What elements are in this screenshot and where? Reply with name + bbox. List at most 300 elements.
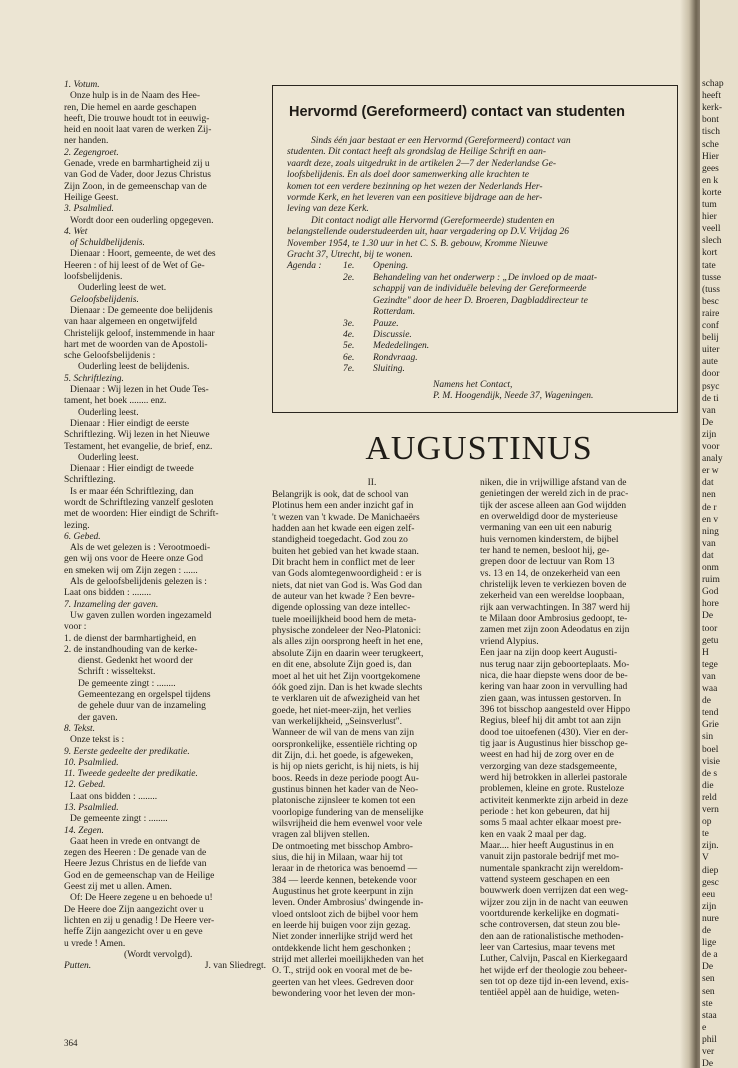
- article-line: de auteur van het kwade ? Een bevre-: [272, 592, 415, 603]
- agenda-text: Opening.: [373, 261, 409, 272]
- agenda-item: [287, 353, 667, 364]
- liturgy-line: Laat ons bidden : ........: [64, 588, 152, 599]
- liturgy-line: van haar algemeen en ongetwijfeld: [64, 317, 197, 328]
- next-page-fragment: op: [702, 817, 712, 828]
- liturgy-line: 11. Tweede gedeelte der predikatie.: [64, 769, 198, 780]
- liturgy-line: ren, Die hemel en aarde geschapen: [64, 102, 197, 113]
- article-line: van Gods alomtegenwoordigheid : er is: [272, 569, 422, 580]
- continued-note: (Wordt vervolgd).: [124, 949, 193, 960]
- agenda-text: Rondvraag.: [373, 352, 418, 363]
- next-page-fragment: zijn: [702, 901, 717, 912]
- article-line: tuele moeilijkheid bood hem de meta-: [272, 614, 417, 625]
- next-page-fragment: dat: [702, 550, 714, 561]
- article-line: Maar.... hier heeft Augustinus in en: [480, 841, 614, 851]
- next-page-fragment: heeft: [702, 91, 721, 102]
- liturgy-line: Christelijk geloof, instemmende in haar: [64, 328, 215, 339]
- article-line: niken, die in vrijwillige afstand van de: [480, 478, 627, 488]
- article-line: wilsvrijheid die hem evenwel voor vele: [272, 818, 423, 829]
- agenda-item: [287, 341, 667, 352]
- agenda-item: [287, 261, 667, 272]
- liturgy-line: De gemeente zingt : ........: [78, 678, 176, 689]
- article-line: Augustinus het grote keerpunt in zijn: [272, 887, 414, 898]
- next-page-fragment: de s: [702, 768, 718, 779]
- article-line: vermaning van een uit een naburig: [480, 523, 612, 534]
- liturgy-line: Genade, vrede en barmhartigheid zij u: [64, 159, 210, 170]
- next-page-fragment: raire: [702, 308, 720, 319]
- next-page-fragment: tend: [702, 708, 719, 719]
- article-line: dood toe uitoefenen (430). Vier en der-: [480, 727, 629, 738]
- article-line: sche controversen, dat steun zou ble-: [480, 920, 621, 931]
- article-line: nica, die haar diepste wens door de be-: [480, 670, 628, 681]
- liturgy-line: der gaven.: [78, 712, 118, 723]
- liturgy-line: dienst. Gedenkt het woord der: [78, 656, 193, 667]
- article-line: wijzer zou zijn in de nacht van eeuwen: [480, 897, 628, 908]
- agenda-text: Sluiting.: [373, 364, 405, 375]
- article-line: numentale spankracht zijn wereldom-: [480, 863, 624, 874]
- next-page-fragment: gesc: [702, 877, 719, 888]
- next-page-fragment: lige: [702, 938, 717, 949]
- liturgy-line: 1. Votum.: [64, 80, 100, 90]
- next-page-fragment: te: [702, 829, 709, 840]
- article-line: Niet zonder innerlijke strijd werd het: [272, 932, 413, 943]
- liturgy-line: 9. Eerste gedeelte der predikatie.: [64, 746, 190, 757]
- liturgy-line: Dienaar : Hier eindigt de eerste: [70, 418, 189, 429]
- liturgy-line: De gemeente zingt : ........: [70, 814, 168, 825]
- announcement-line: Gracht 37, Utrecht, bij te wonen.: [287, 250, 413, 261]
- article-line: vragen zal blijven stellen.: [272, 830, 370, 841]
- author-name: J. van Sliedregt.: [204, 961, 266, 972]
- next-page-fragment: de: [702, 926, 711, 936]
- next-page-fragment: nure: [702, 913, 719, 924]
- article-line: leer van Cartesius, maar tevens met: [480, 943, 616, 954]
- next-page-fragment: besc: [702, 296, 719, 307]
- liturgy-line: Onze hulp is in de Naam des Hee-: [70, 91, 201, 102]
- liturgy-line: Dienaar : Wij lezen in het Oude Tes-: [70, 385, 209, 396]
- liturgy-line: 3. Psalmlied.: [64, 204, 114, 215]
- article-line: soms 5 maal achter elkaar moest pre-: [480, 818, 622, 829]
- book-gutter: [680, 0, 700, 1068]
- liturgy-line: gen wij ons voor de Heere onze God: [64, 554, 204, 565]
- agenda-item: [287, 284, 667, 295]
- article-headline: AUGUSTINUS: [365, 430, 593, 467]
- next-page-fragment: die: [702, 780, 714, 791]
- next-page-fragment: belij: [702, 333, 719, 344]
- article-line: weest en had hij de zorg over en de: [480, 750, 614, 761]
- liturgy-line: Zijn Zoon, in de gemeenschap van de: [64, 181, 207, 192]
- article-line: Dit bracht hem in conflict met de leer: [272, 558, 415, 569]
- next-page-fragment: slech: [702, 236, 722, 247]
- next-page-fragment: en v: [702, 514, 719, 525]
- announcement-signer: P. M. Hoogendijk, Neede 37, Wageningen.: [433, 390, 594, 401]
- article-line: gustinus binnen het kader van de Neo-: [272, 784, 419, 795]
- liturgy-line: Ouderling leest.: [78, 407, 139, 418]
- next-page-fragment: kerk-: [702, 103, 723, 114]
- article-line: periode : het kon gebeuren, dat hij: [480, 806, 611, 817]
- article-line: strijd met allerlei moeilijkheden van het: [272, 955, 424, 966]
- article-line: leven. Onder Ambrosius' dwingende in-: [272, 898, 424, 909]
- liturgy-line: loofsbelijdenis.: [64, 272, 123, 283]
- article-column-1: [272, 490, 472, 1000]
- next-page-fragment: De: [702, 962, 714, 973]
- liturgy-line: Testament, het evangelie, de brief, enz.: [64, 441, 213, 452]
- liturgy-line: Gaat heen in vrede en ontvangt de: [70, 836, 200, 847]
- agenda-number: [343, 307, 373, 318]
- article-column-2: [480, 478, 680, 1000]
- article-section-number: II.: [367, 478, 377, 488]
- article-line: niets, dat niet van God is. Was God dan: [272, 580, 422, 591]
- article-line: genietingen der wereld zich in de prac-: [480, 489, 629, 500]
- next-page-fragment: veell: [702, 224, 721, 235]
- liturgy-line: 1. de dienst der barmhartigheid, en: [64, 633, 197, 644]
- next-page-fragment: gees: [702, 163, 719, 174]
- article-line: goede, het niet-meer-zijn, het verlies: [272, 705, 412, 716]
- liturgy-line: met de woorden: Hier eindigt de Schrift-: [64, 509, 219, 520]
- next-page-fragment: zijn: [702, 429, 717, 440]
- liturgy-line: 2. Zegengroet.: [64, 147, 119, 158]
- next-page-fragment: en k: [702, 175, 719, 186]
- article-line: voortdurende kerkelijke en dogmati-: [480, 909, 620, 920]
- article-line: en leerde hij buigen voor zijn gezag.: [272, 921, 411, 932]
- agenda-number: 2e.: [343, 272, 355, 283]
- liturgy-line: Als de geloofsbelijdenis gelezen is :: [70, 577, 207, 588]
- article-line: van werkelijkheid, „Seinsverlust".: [272, 716, 402, 727]
- liturgy-line: Geest zij met u allen. Amen.: [64, 882, 172, 893]
- next-page-fragment: De: [702, 417, 714, 428]
- agenda-item: [287, 273, 667, 284]
- liturgy-line: zegen des Heeren : De genade van de: [64, 848, 207, 859]
- article-line: rijk aan verwachtingen. In 387 werd hij: [480, 602, 631, 613]
- next-page-fragment: God: [702, 587, 719, 598]
- liturgy-line: Als de wet gelezen is : Verootmoedi-: [70, 543, 211, 554]
- next-page-fragment: ning: [702, 526, 719, 537]
- agenda-number: 6e.: [343, 352, 355, 363]
- liturgy-line: sche Geloofsbelijdenis :: [64, 351, 156, 362]
- next-page-fragment: sin: [702, 732, 714, 743]
- liturgy-line: 7. Inzameling der gaven.: [64, 599, 159, 610]
- next-page-fragment: ruim: [702, 575, 720, 586]
- article-line: buiten het gebied van het kwade staan.: [272, 546, 419, 557]
- liturgy-line: tament, het boek ........ enz.: [64, 396, 167, 407]
- article-line: bouwwerk doen verrijzen dat een weg-: [480, 886, 628, 897]
- article-line: vanuit zijn pastorale bedrijf met mo-: [480, 852, 620, 863]
- page-number: 364: [64, 1038, 78, 1048]
- next-page-fragment: zijn.: [702, 841, 719, 852]
- next-page-fragment: Grie: [702, 720, 719, 731]
- announcement-line: loofsbelijdenis. En als doel door samenwerking alle krachten te: [287, 170, 529, 181]
- liturgy-line: 14. Zegen.: [64, 825, 104, 836]
- liturgy-line: 12. Gebed.: [64, 780, 106, 791]
- next-page-fragment: (tuss: [702, 284, 720, 295]
- next-page-fragment: tate: [702, 260, 716, 271]
- next-page-fragment: toor: [702, 623, 718, 634]
- agenda-text: Discussie.: [373, 329, 412, 340]
- article-line: tentiëel appèl aan de huidige, weten-: [480, 988, 620, 999]
- article-line: 396 tot bisschop aangesteld over Hippo: [480, 704, 631, 715]
- liturgy-line: Is er maar één Schriftlezing, dan: [70, 486, 194, 497]
- next-page-fragment: ver: [702, 1047, 715, 1057]
- liturgy-line: Schriftlezing. Wij lezen in het Nieuwe: [64, 430, 210, 441]
- next-page-fragment: e: [702, 1022, 707, 1033]
- next-page-fragment: korte: [702, 187, 722, 198]
- next-page-fragment: tege: [702, 659, 718, 670]
- next-page-fragment: tusse: [702, 272, 721, 283]
- next-page-fragment: hier: [702, 212, 717, 223]
- liturgy-line: Heilige Geest.: [64, 192, 119, 203]
- next-page-fragment: waa: [702, 684, 718, 694]
- announcement-line: vormde Kerk, en het leveren van een positieve bijdrage aan de her-: [287, 193, 543, 204]
- agenda-item: [287, 330, 667, 341]
- liturgy-line: heffe Zijn aangezicht over u en geve: [64, 927, 203, 938]
- article-line: christelijk leven te verkiezen boven de: [480, 580, 627, 591]
- article-line: grepen door de lectuur van Rom 13: [480, 557, 615, 568]
- liturgy-line: de gehele duur van de inzameling: [78, 701, 206, 712]
- next-page-fragment: de a: [702, 950, 718, 961]
- article-line: Belangrijk is ook, dat de school van: [272, 490, 409, 500]
- article-line: 384 — leerde kennen, betekende voor: [272, 875, 417, 886]
- next-page-fragment: diep: [702, 865, 719, 876]
- next-page-fragment: ste: [702, 998, 713, 1009]
- next-page-fragment: boel: [702, 744, 719, 755]
- next-page-fragment: De: [702, 1059, 714, 1068]
- liturgy-line: Laat ons bidden : ........: [70, 791, 158, 802]
- next-page-fragment: de ti: [702, 393, 719, 404]
- place-name: Putten.: [64, 961, 92, 972]
- article-line: tijk der ascese alleen aan God wijdden: [480, 500, 627, 511]
- article-line: physische zondeleer der Neo-Platonici:: [272, 626, 422, 637]
- article-line: activiteit kenmerkte zijn arbeid in deze: [480, 795, 628, 806]
- next-page-fragment: staa: [702, 1010, 717, 1021]
- next-page-fragment: dat: [702, 478, 714, 489]
- liturgy-line: De Heere doe Zijn aangezicht over u: [64, 904, 204, 915]
- article-line: Luther, Calvijn, Pascal en Kierkegaard: [480, 954, 628, 965]
- liturgy-line: Geloofsbelijdenis.: [70, 294, 139, 305]
- article-line: leraar in de rhetorica was benoemd —: [272, 864, 418, 875]
- liturgy-line: Uw gaven zullen worden ingezameld: [70, 610, 212, 621]
- announcement-signoff: Namens het Contact,: [433, 379, 513, 390]
- announcement-box: [272, 85, 678, 413]
- announcement-body: [287, 136, 667, 402]
- next-page-fragment: van: [702, 405, 716, 416]
- agenda-text: Gezindte" door de heer D. Broeren, Dagbladdirecteur te: [373, 295, 588, 306]
- next-page-fragment: psyc: [702, 381, 720, 392]
- article-line: zamen met zijn zoon Adeodatus en zijn: [480, 625, 630, 636]
- agenda-number: 5e.: [343, 341, 355, 352]
- next-page-fragment: eeu: [702, 889, 716, 900]
- article-line: huis vernomen kinderstem, de bijbel: [480, 534, 619, 545]
- liturgy-line: God en de gemeenschap van de Heilige: [64, 870, 215, 881]
- next-page-fragment: van: [702, 671, 716, 682]
- article-line: bewondering voor het leven der mon-: [272, 989, 416, 1000]
- agenda-text: Pauze.: [373, 318, 399, 329]
- liturgy-line: u vrede ! Amen.: [64, 938, 126, 949]
- liturgy-line: Heeren : of hij leest of de Wet of Ge-: [64, 260, 205, 271]
- article-line: De ontmoeting met bisschop Ambro-: [272, 841, 413, 852]
- liturgy-line: 2. de instandhouding van de kerke-: [64, 644, 198, 655]
- next-page-fragment: aute: [702, 357, 718, 368]
- agenda-number: 3e.: [343, 318, 355, 329]
- next-page-fragment: phil: [702, 1034, 717, 1045]
- next-page-fragment: tum: [702, 200, 717, 210]
- next-page-fragment: visie: [702, 756, 720, 767]
- article-line: ontdekkende licht hem geschonken ;: [272, 943, 411, 954]
- article-line: digende oplossing van deze intellec-: [272, 603, 411, 614]
- liturgy-line: Onze tekst is :: [70, 735, 125, 746]
- next-page-fragment: De: [702, 611, 714, 622]
- next-page-fragment: kort: [702, 248, 718, 259]
- article-line: te verklaren uit de afwezigheid van het: [272, 694, 420, 705]
- next-page-fragment: reld: [702, 792, 717, 803]
- article-line: werd hij betrokken in allerlei pastorale: [480, 772, 627, 783]
- article-line: te Milaan door Ambrosius gedoopt, te-: [480, 614, 628, 625]
- liturgy-line: 10. Psalmlied.: [64, 757, 119, 768]
- agenda-item: [287, 296, 667, 307]
- article-line: ter hand te nemen, besloot hij, ge-: [480, 546, 610, 557]
- article-line: verzorging van deze stadsgemeente,: [480, 761, 617, 772]
- article-line: hadden aan het kwade een eigen zelf-: [272, 524, 415, 535]
- next-page-fragment: van: [702, 538, 716, 549]
- liturgy-line: Ouderling leest de wet.: [78, 283, 167, 294]
- next-page-fragment: door: [702, 369, 720, 380]
- next-page-fragment: Hier: [702, 151, 719, 162]
- next-page-fragment: analy: [702, 454, 723, 465]
- next-page-fragment: nen: [702, 490, 716, 501]
- article-line: en dit ene, absolute Zijn goed is, dan: [272, 660, 412, 671]
- article-line: tig jaar is Augustinus hier bisschop ge-: [480, 738, 628, 749]
- article-line: nus terug naar zijn geboorteplaats. Mo-: [480, 659, 630, 670]
- next-page-fragment: hore: [702, 599, 719, 610]
- announcement-line: November 1954, te 1.30 uur in het C. S. B. gebouw, Kromme Nieuwe: [287, 238, 548, 249]
- article-line: Wanneer de wil van de mens van zijn: [272, 728, 414, 739]
- announcement-line: vaardt deze, zoals uitgedrukt in de artikelen 2—7 der Nederlandse Ge-: [287, 158, 557, 169]
- liturgy-line: lezing.: [64, 520, 90, 531]
- liturgy-line: Schrift : wisseltekst.: [78, 667, 156, 678]
- article-line: platonische zijnsleer te komen tot een: [272, 796, 416, 807]
- liturgy-line: Ouderling leest.: [78, 452, 139, 463]
- agenda-number: 1e.: [343, 261, 355, 272]
- article-line: en overweldigd door de mysterieuse: [480, 512, 618, 523]
- article-line: als alles zijn oorsprong heeft in het ene,: [272, 637, 423, 648]
- article-line: oorspronkelijke, essentiële richting op: [272, 739, 418, 750]
- liturgy-line: en smeken wij om Zijn zegen : ......: [64, 565, 198, 576]
- author-signature: [64, 961, 266, 972]
- article-line: vriend Alypius.: [480, 636, 539, 647]
- liturgy-line: voor :: [64, 622, 87, 633]
- next-page-fragment: H: [702, 647, 709, 658]
- agenda-text: Mededelingen.: [373, 341, 430, 352]
- liturgy-line: Schriftlezing.: [64, 475, 116, 486]
- agenda-number: [343, 284, 373, 295]
- liturgy-line: 13. Psalmlied.: [64, 803, 119, 813]
- article-line: moet al het uit het Zijn voortgekomene: [272, 671, 421, 682]
- next-page-fragment: bont: [702, 115, 719, 126]
- liturgy-line: lichten en zij u genadig ! De Heere ver-: [64, 915, 215, 926]
- announcement-line: Sinds één jaar bestaat er een Hervormd (Gereformeerd) contact van: [311, 136, 571, 146]
- next-page-fragment: de: [702, 696, 711, 707]
- next-page-fragment: conf: [702, 321, 719, 331]
- agenda-text: Behandeling van het onderwerp : „De invloed op de maat-: [373, 272, 597, 283]
- liturgy-line: van God de Vader, door Jezus Christus: [64, 170, 211, 181]
- announcement-line: studenten. Dit contact heeft als grondslag de Heilige Schrift en aan-: [287, 147, 547, 158]
- agenda-number: [343, 296, 373, 307]
- next-page-fragment: vern: [702, 805, 719, 815]
- article-line: ken en vaak 2 maal per dag.: [480, 829, 587, 840]
- article-line: Regius, bleef hij dit ambt tot aan zijn: [480, 716, 621, 727]
- liturgy-line: Of: De Heere zegene u en behoede u!: [70, 893, 213, 904]
- liturgy-line: Dienaar : De gemeente doe belijdenis: [70, 305, 213, 316]
- next-page-fragment: tisch: [702, 127, 720, 138]
- article-line: dit Zijn, d.i. het goede, is afgeweken,: [272, 750, 414, 761]
- article-line: het wijde erf der theologie zou beheer-: [480, 965, 627, 976]
- article-line: boos. Reeds in deze periode poogt Au-: [272, 773, 419, 784]
- announcement-line: belangstellende ouderstudeerden uit, haar vergadering op D.V. Vrijdag 26: [287, 227, 570, 238]
- article-line: voorlopige fundering van de menselijke: [272, 807, 424, 818]
- next-page-fragment: getu: [702, 635, 719, 646]
- liturgy-line: 6. Gebed.: [64, 531, 101, 542]
- article-line: Plotinus hem een ander inzicht gaf in: [272, 501, 414, 512]
- liturgy-column: [64, 80, 266, 972]
- agenda-item: [287, 307, 667, 318]
- announcement-line: leving van deze Kerk.: [287, 204, 369, 215]
- article-line: zien gaan, was intussen gestorven. In: [480, 693, 622, 704]
- liturgy-line: Wordt door een ouderling opgegeven.: [70, 215, 214, 226]
- next-page-fragment: voor: [702, 442, 720, 452]
- article-line: zekerheid van een wereldse loopbaan,: [480, 591, 625, 602]
- agenda-number: 7e.: [343, 364, 355, 375]
- article-line: vs. 13 en 14, de onzekerheid van een: [480, 568, 621, 579]
- article-line: óók goed zijn. Dan is het kwade slechts: [272, 682, 423, 693]
- liturgy-line: heeft, Die trouwe houdt tot in eeuwig-: [64, 113, 210, 124]
- next-page-fragment: onm: [702, 563, 719, 573]
- announcement-title: Hervormd (Gereformeerd) contact van studenten: [289, 104, 625, 120]
- liturgy-line: heid en nooit laat varen de werken Zij-: [64, 125, 212, 136]
- article-line: problemen, kleine en grote. Rusteloze: [480, 784, 625, 795]
- agenda-text: Rotterdam.: [373, 307, 416, 318]
- next-page-fragment: sen: [702, 974, 715, 985]
- article-line: standigheid toegedacht. God zou zo: [272, 535, 408, 546]
- article-line: Een jaar na zijn doop keert Augusti-: [480, 648, 618, 659]
- next-page-fragment: er w: [702, 466, 719, 477]
- liturgy-line: Gemeentezang en orgelspel tijdens: [78, 690, 211, 701]
- next-page-fragment: uiter: [702, 345, 720, 356]
- article-line: is hij op niets gericht, is hij niets, is hij: [272, 762, 419, 773]
- next-page-fragment: sche: [702, 139, 719, 150]
- article-line: kering van haar zoon in vervulling had: [480, 682, 628, 693]
- announcement-line: komen tot een verdere bezinning op het wezen der Nederlands Her-: [287, 181, 543, 192]
- article-line: 't wezen van 't kwade. De Manichaeërs: [272, 512, 420, 523]
- agenda-item: [287, 319, 667, 330]
- agenda-number: 4e.: [343, 329, 355, 340]
- article-line: den aan de rationalistische methoden-: [480, 931, 624, 942]
- liturgy-line: 4. Wet: [64, 226, 88, 237]
- article-line: sen tot op deze tijd in-een levend, exis-: [480, 977, 629, 988]
- liturgy-line: Dienaar : Hier eindigt de tweede: [70, 464, 194, 475]
- liturgy-line: 8. Tekst.: [64, 723, 96, 734]
- liturgy-line: Ouderling leest de belijdenis.: [78, 362, 190, 373]
- liturgy-line: wordt de Schriftlezing vanzelf gesloten: [64, 497, 214, 508]
- next-page-fragment: de r: [702, 502, 717, 513]
- agenda-text: schappij van de individuële beleving der Gereformeerde: [373, 284, 587, 295]
- liturgy-line: Dienaar : Hoort, gemeente, de wet des: [70, 249, 216, 260]
- article-line: sius, die hij in Milaan, waar hij tot: [272, 853, 403, 863]
- liturgy-line: 5. Schriftlezing.: [64, 373, 124, 384]
- article-line: vloed ontsloot zich de bijbel voor hem: [272, 909, 419, 920]
- next-page-fragment: schap: [702, 79, 724, 89]
- next-page-fragment: sen: [702, 986, 715, 997]
- article-line: O. T., strijd ook en vooral met de be-: [272, 966, 413, 977]
- liturgy-line: Heere Jezus Christus en de liefde van: [64, 859, 207, 870]
- liturgy-line: ner handen.: [64, 136, 109, 147]
- liturgy-line: hart met de woorden van de Apostoli-: [64, 339, 208, 350]
